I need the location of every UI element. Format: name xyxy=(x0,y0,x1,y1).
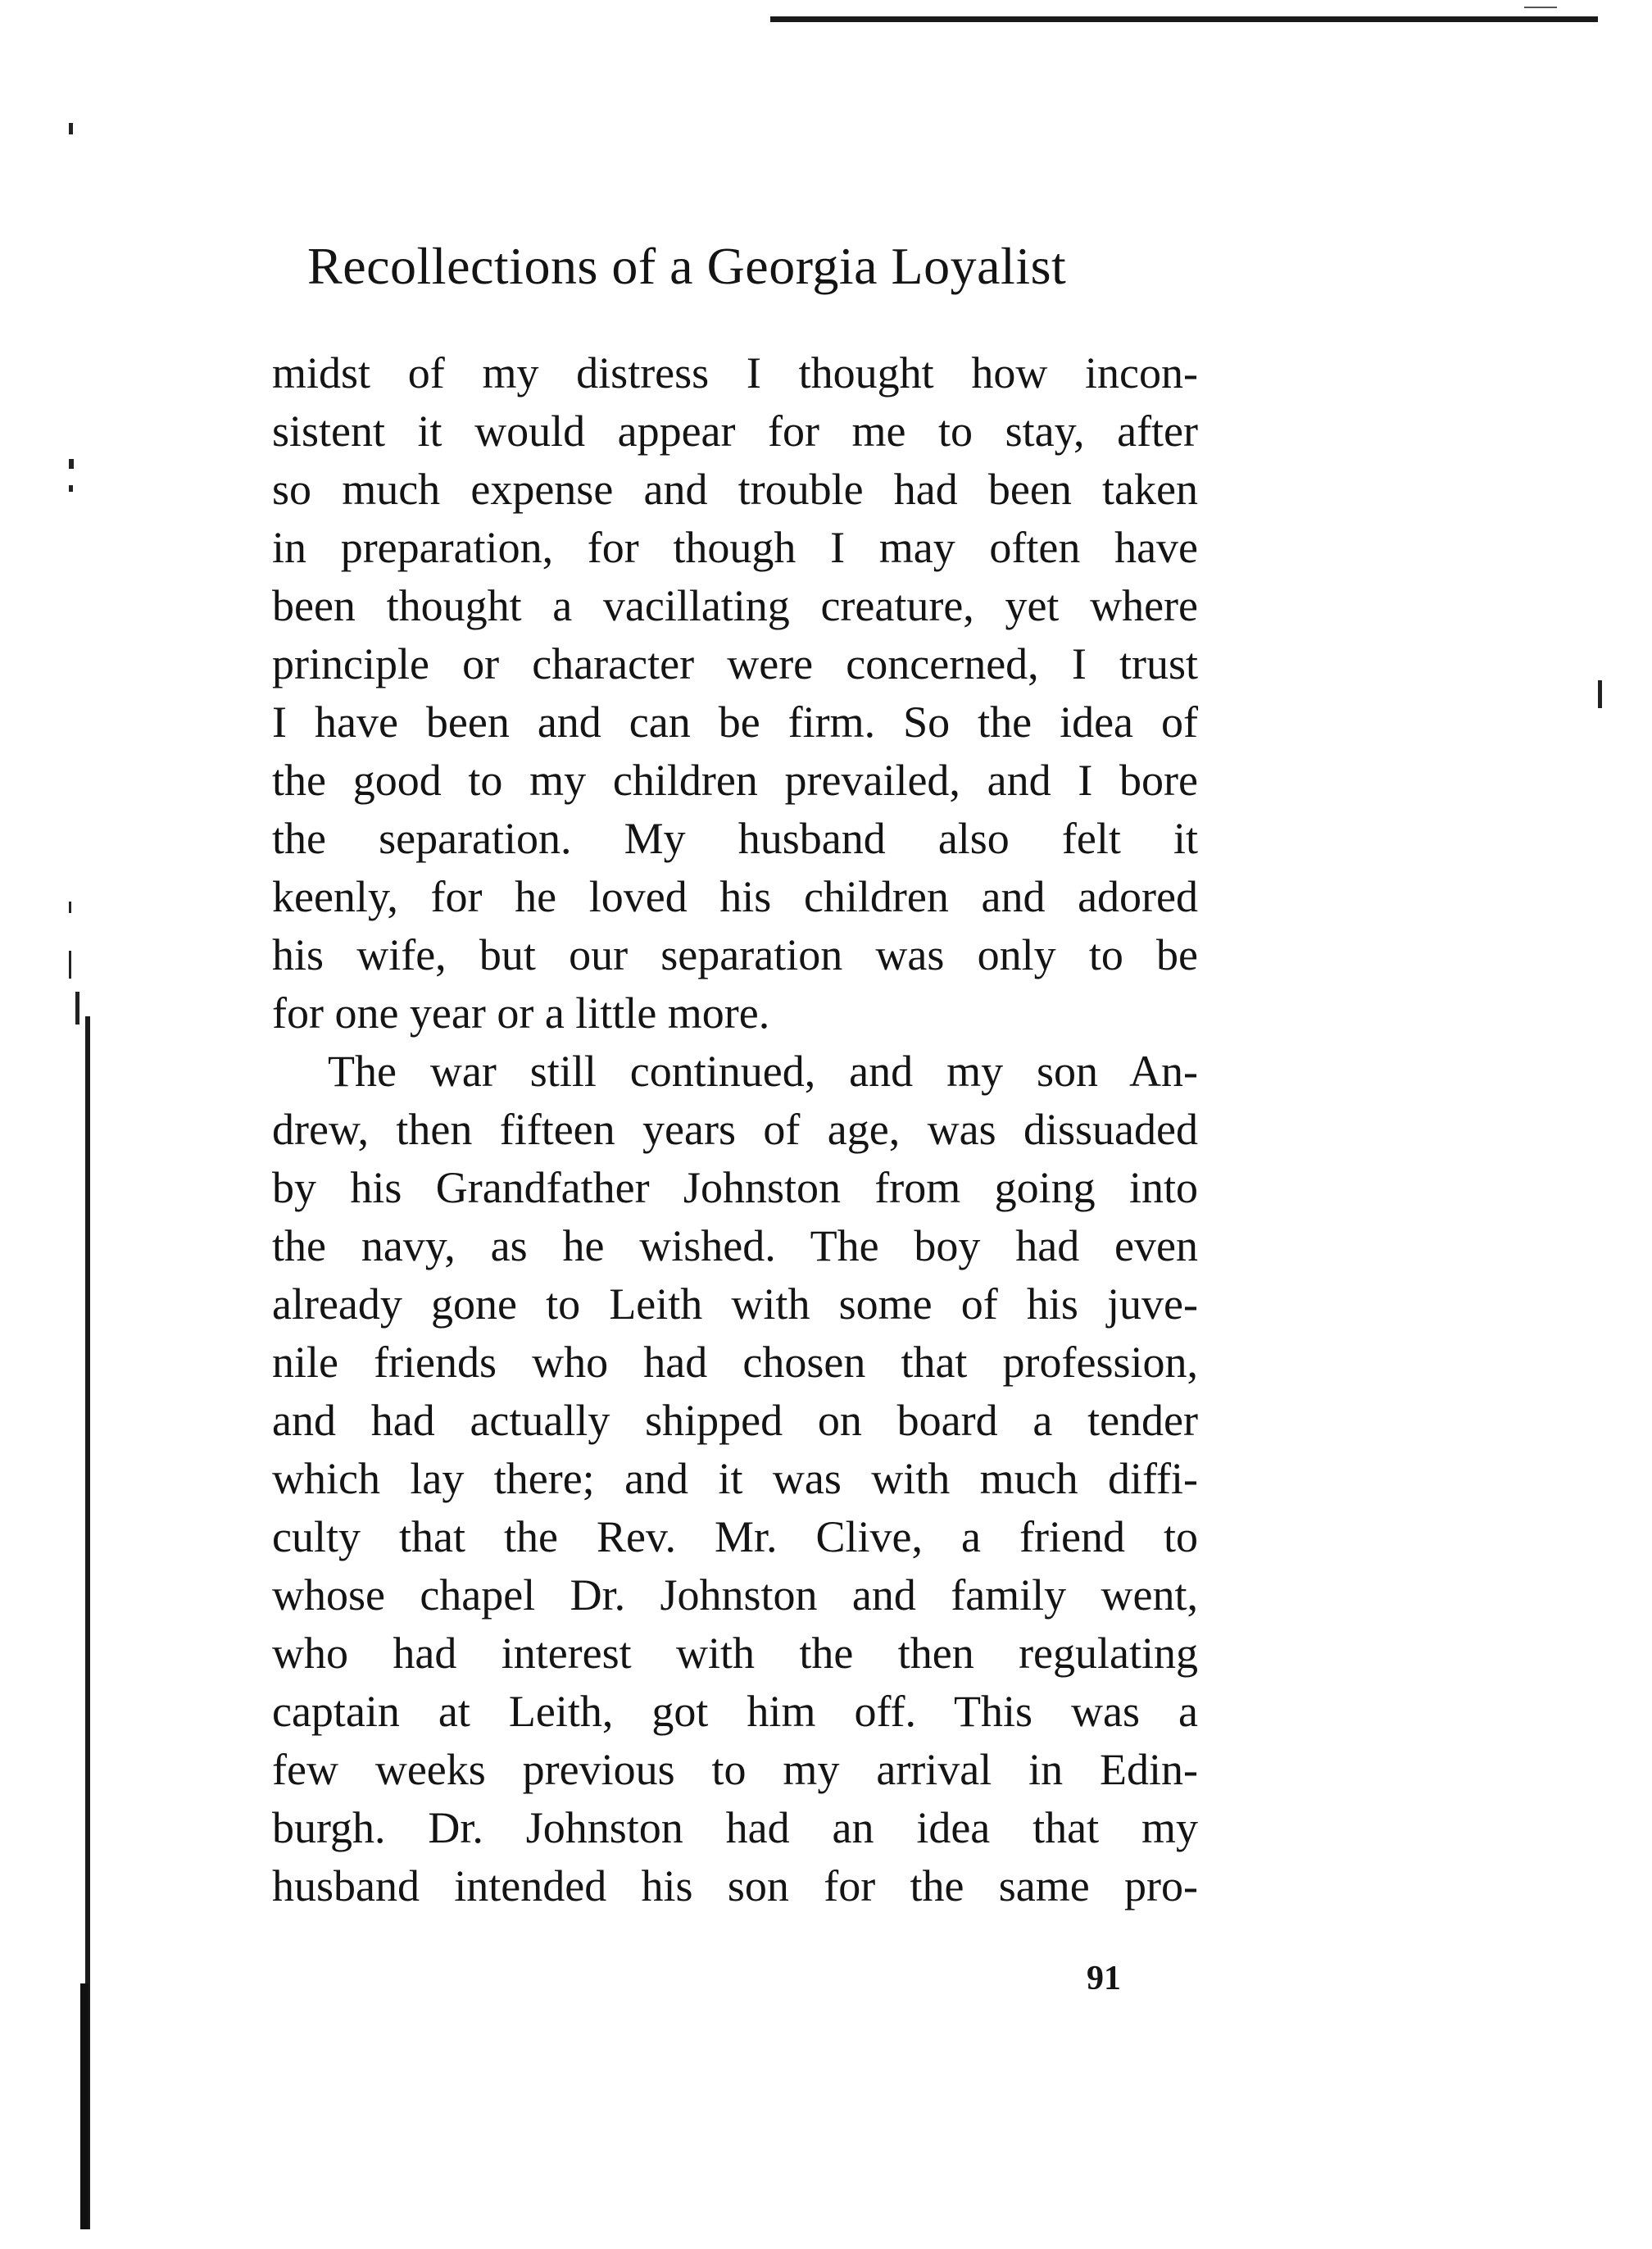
body-text xyxy=(272,344,1198,1915)
text-line: and had actually shipped on board a tender xyxy=(272,1396,1198,1445)
text-line: which lay there; and it was with much diffi- xyxy=(272,1454,1198,1503)
text-line: who had interest with the then regulating xyxy=(272,1629,1198,1678)
text-line: The war still continued, and my son An- xyxy=(328,1047,1198,1096)
scan-speck xyxy=(69,459,74,469)
text-line: husband intended his son for the same pro- xyxy=(272,1861,1198,1911)
scan-speck xyxy=(69,485,73,492)
top-rule xyxy=(770,16,1598,22)
text-line: his wife, but our separation was only to be xyxy=(272,930,1198,979)
text-line: the separation. My husband also felt it xyxy=(272,814,1198,863)
text-line: whose chapel Dr. Johnston and family went, xyxy=(272,1570,1198,1620)
text-line: for one year or a little more. xyxy=(272,988,770,1038)
text-line: been thought a vacillating creature, yet where xyxy=(272,581,1198,630)
gutter-shadow xyxy=(80,1983,88,2229)
scan-speck xyxy=(69,902,71,913)
text-line: so much expense and trouble had been taken xyxy=(272,465,1198,514)
scan-mark xyxy=(1524,7,1557,8)
text-line: the good to my children prevailed, and I bore xyxy=(272,756,1198,805)
text-line: keenly, for he loved his children and adored xyxy=(272,872,1198,921)
text-line: principle or character were concerned, I trust xyxy=(272,639,1198,688)
text-line: nile friends who had chosen that profession, xyxy=(272,1338,1198,1387)
scan-speck xyxy=(69,123,73,134)
text-line: I have been and can be firm. So the idea of xyxy=(272,697,1198,747)
text-line: captain at Leith, got him off. This was a xyxy=(272,1687,1198,1736)
text-line: already gone to Leith with some of his juve- xyxy=(272,1279,1198,1329)
text-line: in preparation, for though I may often have xyxy=(272,523,1198,572)
scan-speck xyxy=(75,992,79,1025)
page-number: 91 xyxy=(1087,1960,1121,1997)
scan-speck xyxy=(69,951,71,979)
text-line: drew, then fifteen years of age, was dissuaded xyxy=(272,1105,1198,1154)
text-line: burgh. Dr. Johnston had an idea that my xyxy=(272,1803,1198,1852)
text-line: midst of my distress I thought how incon- xyxy=(272,348,1198,398)
text-line: culty that the Rev. Mr. Clive, a friend to xyxy=(272,1512,1198,1561)
text-line: the navy, as he wished. The boy had even xyxy=(272,1221,1198,1270)
text-line: by his Grandfather Johnston from going into xyxy=(272,1163,1198,1212)
running-head: Recollections of a Georgia Loyalist xyxy=(307,237,1067,295)
text-line: sistent it would appear for me to stay, after xyxy=(272,407,1198,456)
text-line: few weeks previous to my arrival in Edin- xyxy=(272,1745,1198,1794)
scan-speck xyxy=(1598,680,1602,708)
